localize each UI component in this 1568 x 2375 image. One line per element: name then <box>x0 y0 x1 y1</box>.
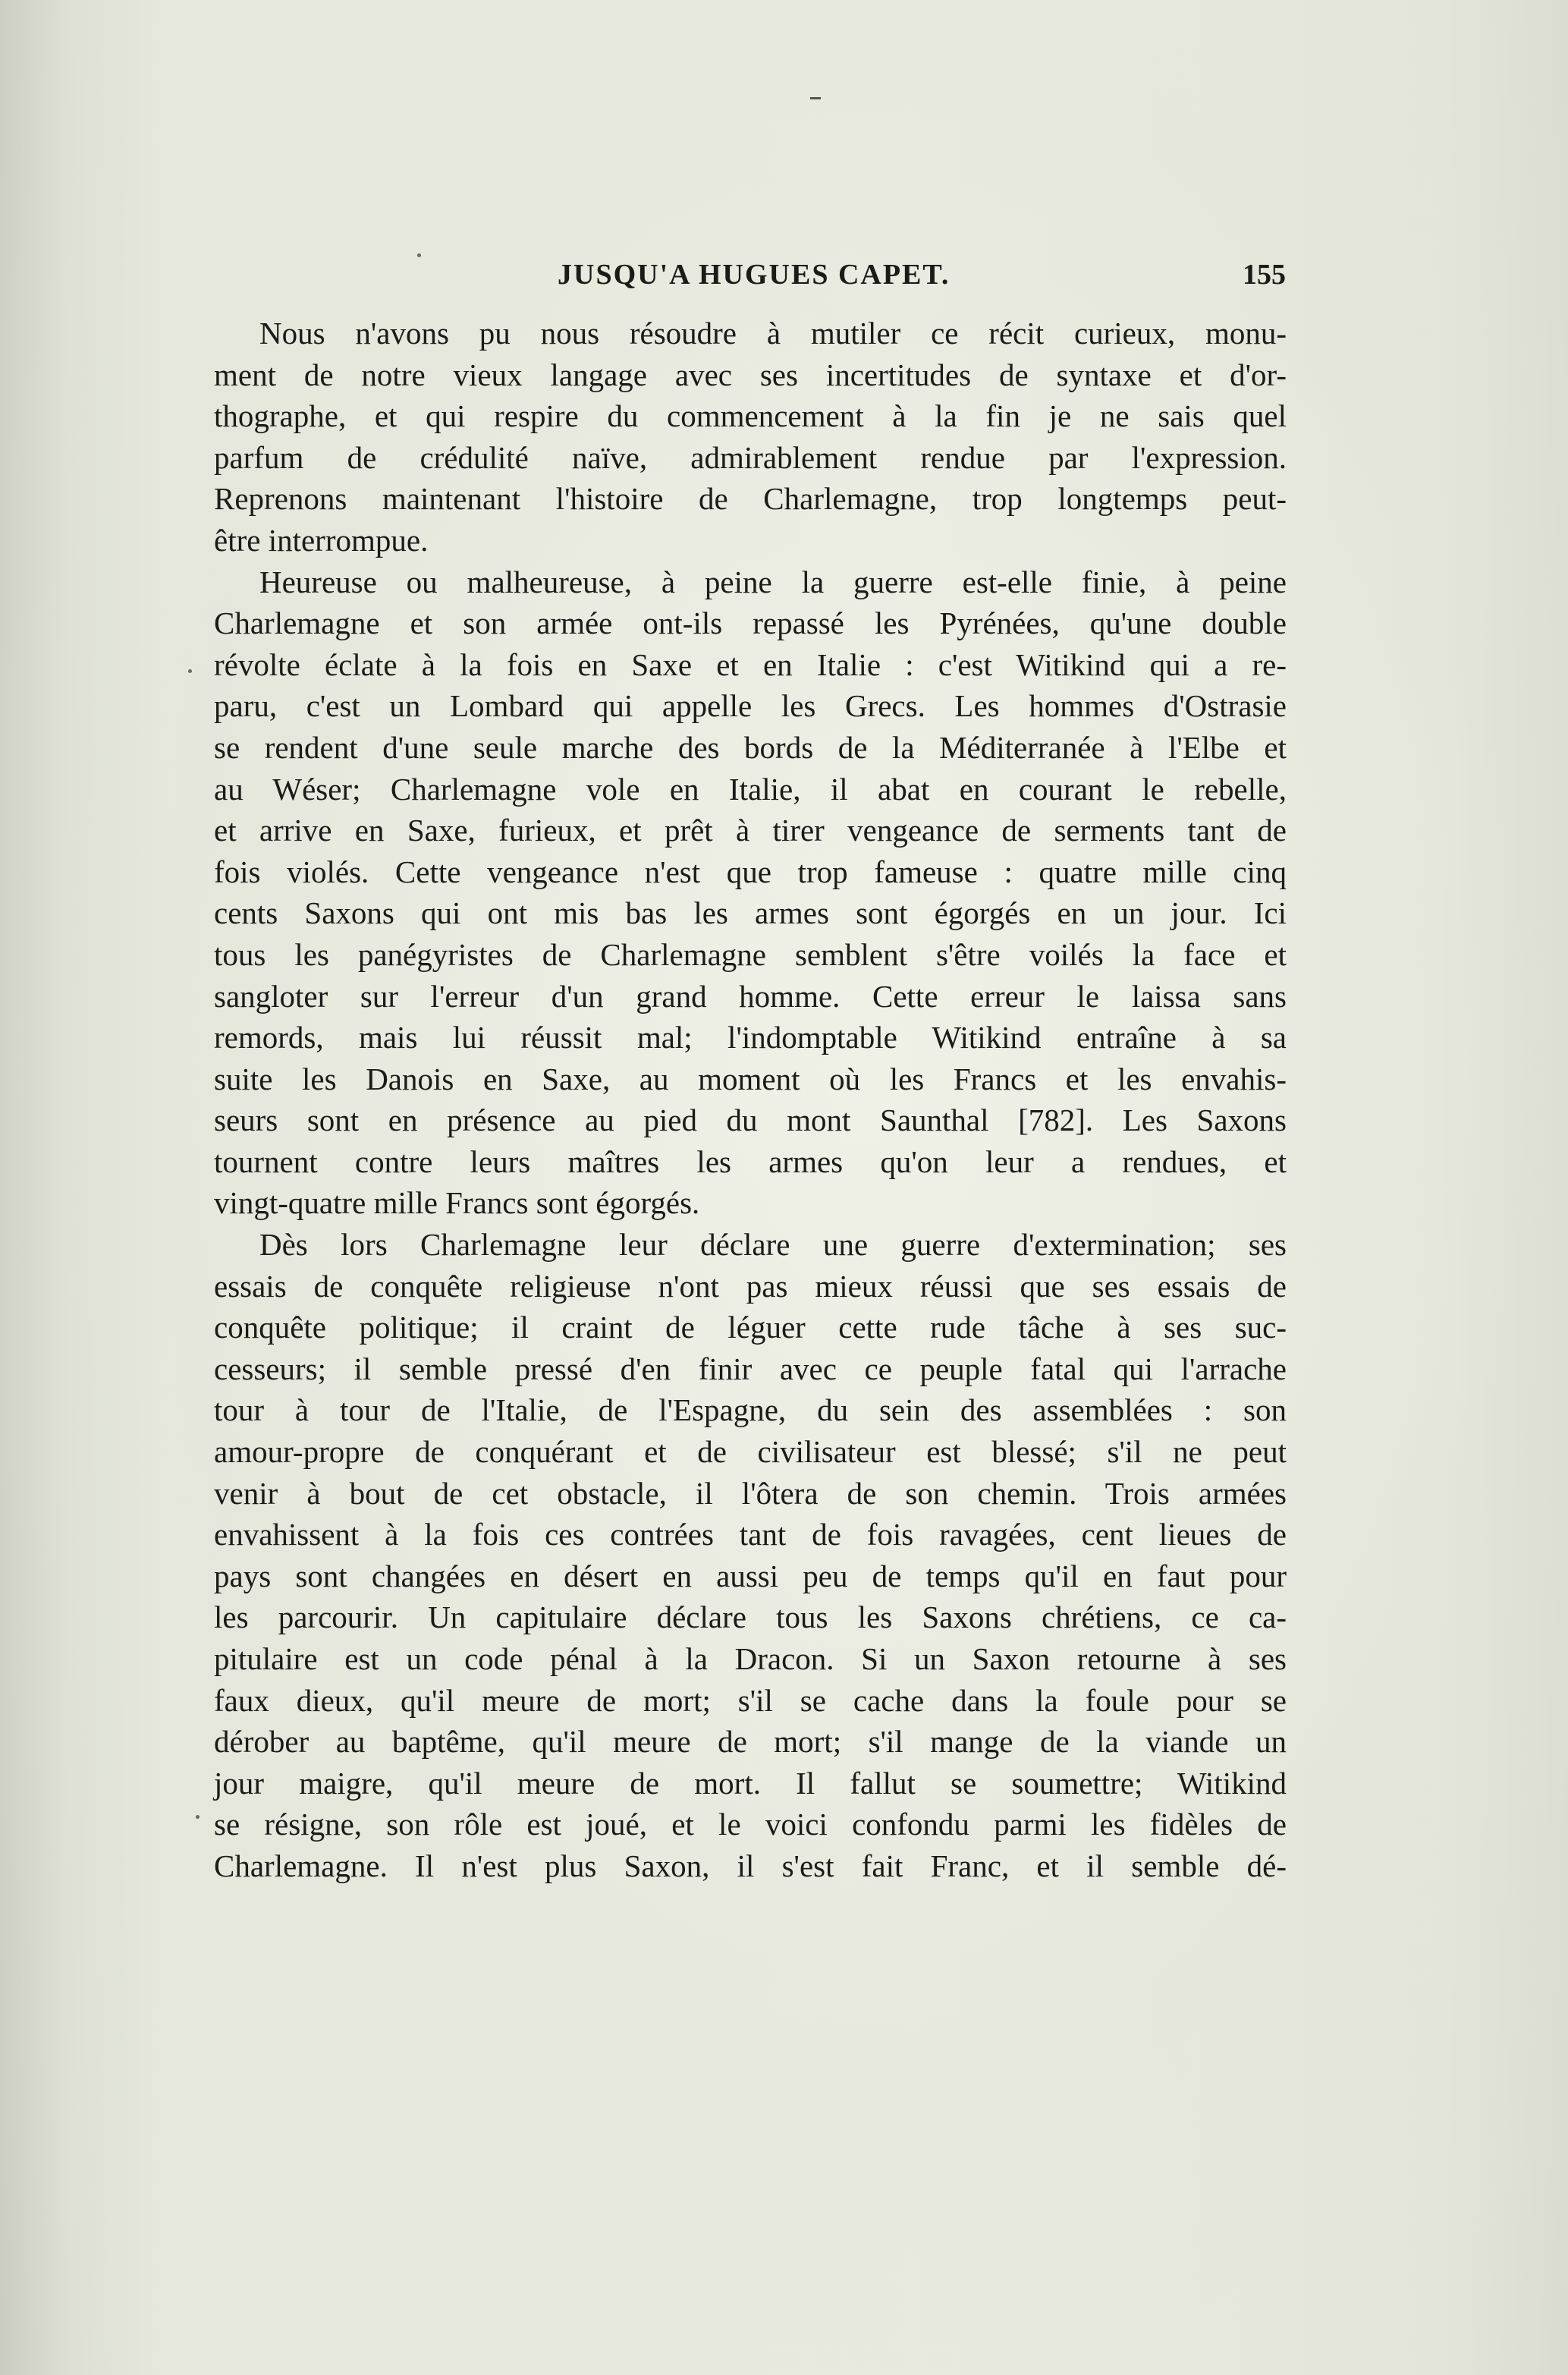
text-line: et arrive en Saxe, furieux, et prêt à tirer vengeance de serments tant de <box>214 813 1287 848</box>
text-line: tournent contre leurs maîtres les armes qu'on leur a rendues, et <box>214 1143 1287 1179</box>
text-line: amour-propre de conquérant et de civilisateur est blessé; s'il ne peut <box>214 1434 1287 1470</box>
text-line: tous les panégyristes de Charlemagne semblent s'être voilés la face et <box>214 936 1287 972</box>
text-line: seurs sont en présence au pied du mont Saunthal [782]. Les Saxons <box>214 1103 1287 1138</box>
text-line: Charlemagne. Il n'est plus Saxon, il s'est fait Franc, et il semble dé- <box>214 1848 1287 1883</box>
text-line: pays sont changées en désert en aussi peu de temps qu'il en faut pour <box>214 1558 1287 1593</box>
ink-speck <box>196 1815 200 1819</box>
text-line: Nous n'avons pu nous résoudre à mutiler ce récit curieux, monu- <box>259 316 1287 351</box>
text-line: remords, mais lui réussit mal; l'indomptable Witikind entraîne à sa <box>214 1020 1287 1055</box>
text-line: dérober au baptême, qu'il meure de mort; s'il mange de la viande un <box>214 1724 1287 1760</box>
text-line: vingt-quatre mille Francs sont égorgés. <box>214 1185 700 1221</box>
text-line: ment de notre vieux langage avec ses incertitudes de syntaxe et d'or- <box>214 357 1287 392</box>
text-line: se rendent d'une seule marche des bords de la Méditerranée à l'Elbe et <box>214 729 1287 765</box>
text-line: Charlemagne et son armée ont-ils repassé les Pyrénées, qu'une double <box>214 606 1287 641</box>
text-line: jour maigre, qu'il meure de mort. Il fallut se soumettre; Witikind <box>214 1765 1287 1801</box>
top-mark <box>810 97 821 99</box>
text-line: cesseurs; il semble pressé d'en finir avec ce peuple fatal qui l'arrache <box>214 1351 1287 1386</box>
page-number: 155 <box>1243 259 1286 291</box>
running-head <box>216 258 1286 304</box>
text-line: paru, c'est un Lombard qui appelle les Grecs. Les hommes d'Ostrasie <box>214 688 1287 724</box>
text-line: se résigne, son rôle est joué, et le voici confondu parmi les fidèles de <box>214 1807 1287 1842</box>
text-line: révolte éclate à la fois en Saxe et en Italie : c'est Witikind qui a re- <box>214 646 1287 682</box>
text-line: Dès lors Charlemagne leur déclare une guerre d'extermination; ses <box>259 1227 1287 1263</box>
text-line: essais de conquête religieuse n'ont pas mieux réussi que ses essais de <box>214 1268 1287 1304</box>
text-line: conquête politique; il craint de léguer cette rude tâche à ses suc- <box>214 1310 1287 1345</box>
body-text <box>214 313 1287 1887</box>
text-line: venir à bout de cet obstacle, il l'ôtera de son chemin. Trois armées <box>214 1475 1287 1511</box>
text-line: tour à tour de l'Italie, de l'Espagne, du sein des assemblées : son <box>214 1392 1287 1428</box>
text-line: les parcourir. Un capitulaire déclare tous les Saxons chrétiens, ce ca- <box>214 1600 1287 1635</box>
text-line: cents Saxons qui ont mis bas les armes sont égorgés en un jour. Ici <box>214 895 1287 931</box>
ink-speck <box>417 253 421 257</box>
running-title: JUSQU'A HUGUES CAPET. <box>558 259 951 291</box>
text-line: fois violés. Cette vengeance n'est que trop fameuse : quatre mille cinq <box>214 854 1287 889</box>
text-line: faux dieux, qu'il meure de mort; s'il se cache dans la foule pour se <box>214 1682 1287 1718</box>
text-line: envahissent à la fois ces contrées tant de fois ravagées, cent lieues de <box>214 1517 1287 1552</box>
text-line: thographe, et qui respire du commencement à la fin je ne sais quel <box>214 398 1287 434</box>
text-line: pitulaire est un code pénal à la Dracon. Si un Saxon retourne à ses <box>214 1641 1287 1676</box>
text-line: au Wéser; Charlemagne vole en Italie, il abat en courant le rebelle, <box>214 771 1287 807</box>
text-line: suite les Danois en Saxe, au moment où les Francs et les envahis- <box>214 1061 1287 1096</box>
text-line: Heureuse ou malheureuse, à peine la guerre est-elle finie, à peine <box>259 564 1287 599</box>
text-line: sangloter sur l'erreur d'un grand homme. Cette erreur le laissa sans <box>214 978 1287 1014</box>
text-line: parfum de crédulité naïve, admirablement rendue par l'expression. <box>214 439 1287 475</box>
ink-speck <box>188 669 192 673</box>
text-line: Reprenons maintenant l'histoire de Charlemagne, trop longtemps peut- <box>214 481 1287 517</box>
text-line: être interrompue. <box>214 522 429 558</box>
